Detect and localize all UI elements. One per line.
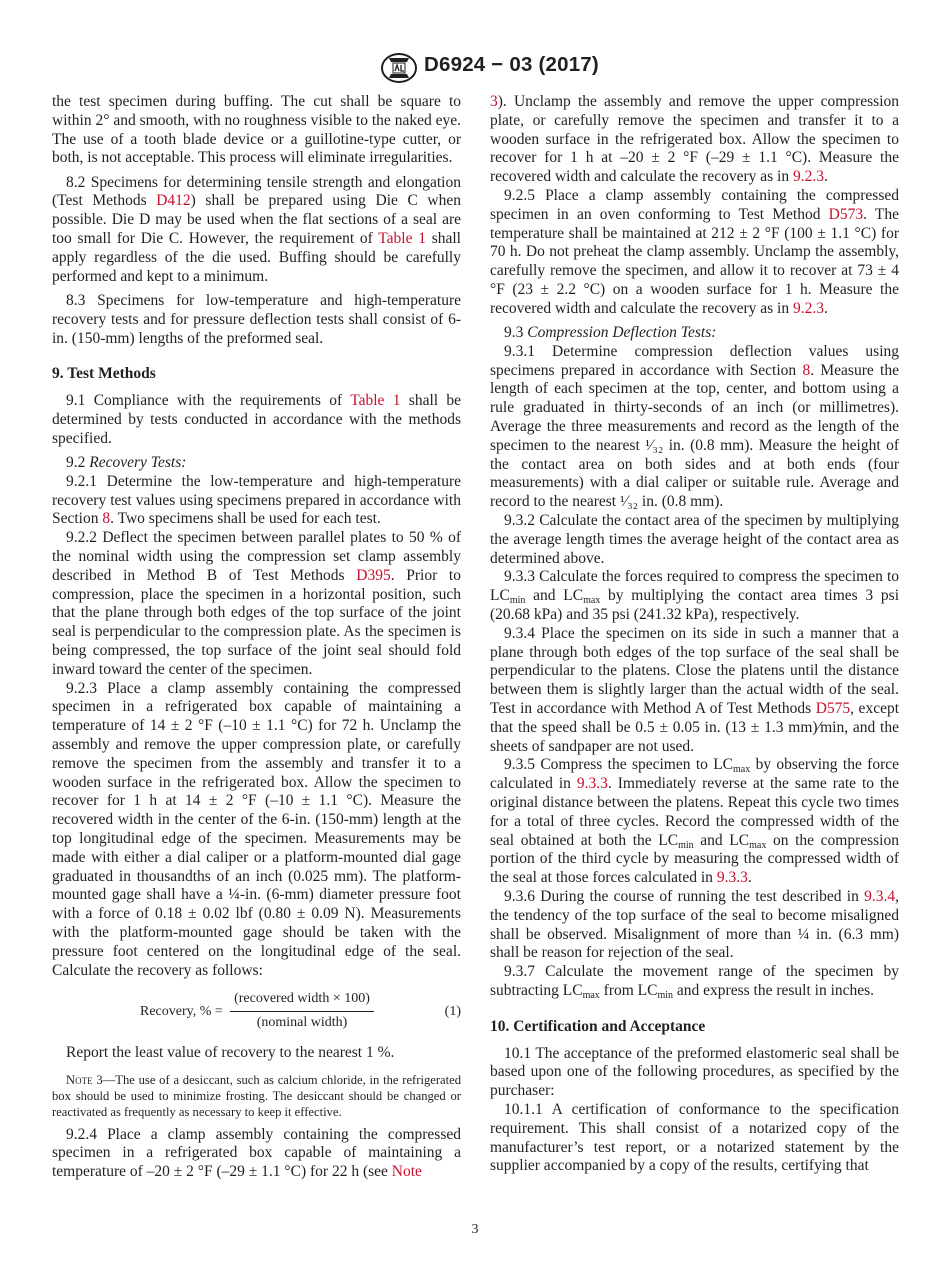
paragraph-8-2: 8.2 Specimens for determining tensile strength and elongation (Test Methods D412) shall be prepared using Die C when possible. Die D may be used when the flat sections of a seal are too small for Die C. However, the requirement of Table 1 shall apply regardless of the die used. Buffing should be carefully performed and kept to a minimum. — [52, 173, 461, 285]
equation-numerator: (recovered width × 100) — [230, 990, 374, 1012]
link-section-8[interactable]: 8 — [802, 361, 811, 379]
paragraph-9-3-2: 9.3.2 Calculate the contact area of the specimen by multiplying the average length times the average height of the contact area as determined above. — [490, 512, 899, 567]
paragraph-9-3-1: 9.3.1 Determine compression deflection values using specimens prepared in accordance with Section 8. Measure the length of each specimen at the top, center, and bottom using a rule graduated in thirty-seconds of an inch (or millimetres). Average the three measurements and record as the length of the specimen to the nearest ¹⁄₃₂ in. (0.8 mm). Measure the height of the contact area on both sides and at both ends (four measurements) with a dial caliper or suitable rule. Average and record to the nearest ¹⁄₃₂ in. (0.8 mm). — [490, 342, 899, 511]
paragraph-9-2-4-continued: 3). Unclamp the assembly and remove the upper compression plate, or carefully remove the specimen and transfer it to a wooden surface in the refrigerated box. Allow the specimen to recover for 1 h at –20 ± 2 °F (–29 ± 1.1 °C). Measure the recovered width and calculate the recovery as in 9.2.3. — [490, 93, 899, 186]
equation-denominator: (nominal width) — [256, 1015, 348, 1031]
right-column — [490, 93, 899, 1176]
link-note-3[interactable]: 3 — [490, 93, 498, 110]
link-9-2-3[interactable]: 9.2.3 — [792, 299, 824, 317]
document-designation: D6924 − 03 (2017) — [424, 53, 599, 76]
equation-lhs: Recovery, % = — [140, 1004, 223, 1020]
paragraph-9-2-1: 9.2.1 Determine the low-temperature and high-temperature recovery test values using specimens prepared in accordance with Section 8. Two specimens shall be used for each test. — [52, 472, 461, 528]
section-heading-test-methods: 9. Test Methods — [52, 365, 156, 383]
equation-number: (1) — [444, 1004, 461, 1020]
paragraph-9-3-5: 9.3.5 Compress the specimen to $LC_{max}$ by observing the force calculated in 9.3.3. Immediately reverse at the same rate to the original distance between the platens. Repeat this cycle two times for a total of three cycles. Record the compressed width of the seal obtained at both the $LC_{min}$ and $LC_{max}$ on the compression portion of the third cycle by measuring the compressed width of the seal at those forces calculated in 9.3.3. — [490, 756, 899, 887]
paragraph-9-3-3: 9.3.3 Calculate the forces required to compress the specimen to $LC_{min}$ and $LC_{max}$ by multiplying the contact area times 3 psi (20.68 kPa) and 35 psi (241.32 kPa), respectively. — [490, 568, 900, 624]
astm-logo-icon — [380, 50, 418, 86]
paragraph-10-1-1: 10.1.1 A certification of conformance to the specification requirement. This shall consist of a notarized copy of the manufacturer’s test report, or a notarized statement by the supplier accompanied by a copy of the results, certifying that — [490, 1100, 899, 1175]
link-9-3-3[interactable]: 9.3.3 — [716, 869, 748, 887]
link-note-3[interactable]: Note — [391, 1163, 422, 1181]
link-d573[interactable]: D573 — [828, 205, 864, 223]
link-d412[interactable]: D412 — [156, 192, 191, 210]
paragraph-10-1: 10.1 The acceptance of the preformed elastomeric seal shall be based upon one of the following procedures, as specified by the purchaser: — [490, 1044, 899, 1100]
link-table-1[interactable]: Table 1 — [378, 230, 426, 248]
left-column — [52, 93, 461, 1182]
paragraph-9-1: 9.1 Compliance with the requirements of Table 1 shall be determined by tests conducted in accordance with the methods specified. — [52, 392, 462, 447]
paragraph-9-2-4: 9.2.4 Place a clamp assembly containing the compressed specimen in a refrigerated box capable of maintaining a temperature of –20 ± 2 °F (–29 ± 1.1 °C) for 22 h (see Note — [52, 1125, 461, 1181]
link-section-8[interactable]: 8 — [102, 510, 111, 528]
section-heading-certification: 10. Certification and Acceptance — [490, 1017, 706, 1035]
link-9-3-4[interactable]: 9.3.4 — [864, 887, 896, 905]
paragraph-9-2: 9.2 Recovery Tests: — [66, 454, 187, 472]
page-header — [0, 50, 950, 86]
link-d395[interactable]: D395 — [356, 566, 391, 584]
link-table-1[interactable]: Table 1 — [350, 392, 401, 410]
link-9-2-3[interactable]: 9.2.3 — [792, 168, 824, 186]
link-9-3-3[interactable]: 9.3.3 — [576, 775, 608, 793]
paragraph-9-2-2: 9.2.2 Deflect the specimen between parallel plates to 50 % of the nominal width using the compression set clamp assembly described in Method B of Test Methods D395. Prior to compression, place the specimen in a horizontal position, such that the plane through both edges of the top surface of the joint seal is perpendicular to the compression plate. As the specimen is being compressed, the top surface of the joint seal should fold inward toward the center of the specimen. — [52, 529, 461, 678]
page-number: 3 — [471, 1222, 479, 1237]
paragraph-9-3-6: 9.3.6 During the course of running the test described in 9.3.4, the tendency of the top surface of the seal to become misaligned shall be observed. Misalignment of more than ¼ in. (6.3 mm) shall be reason for rejection of the seal. — [490, 887, 899, 962]
paragraph-8-1-continued: the test specimen during buffing. The cut shall be square to within 2° and smooth, with no roughness visible to the naked eye. The use of a tooth blade device or a guillotine-type cutter, or both, is not acceptable. This process will eliminate irregularities. — [52, 93, 461, 167]
paragraph-9-2-5: 9.2.5 Place a clamp assembly containing the compressed specimen in an oven conforming to Test Method D573. The temperature shall be maintained at 212 ± 2 °F (100 ± 1.1 °C) for 70 h. Do not preheat the clamp assembly. Unclamp the assembly, carefully remove the specimen, and allow it to recover at 73 ± 4 °F (23 ± 2.2 °C) on a wooden surface for 1 h. Measure the recovered width and calculate the recovery as in 9.2.3. — [490, 186, 899, 317]
paragraph-8-3: 8.3 Specimens for low-temperature and high-temperature recovery tests and for pressure deflection tests shall consist of 6-in. (150-mm) lengths of the preformed seal. — [52, 291, 461, 347]
paragraph-9-2-3: 9.2.3 Place a clamp assembly containing the compressed specimen in a refrigerated box capable of maintaining a temperature of 14 ± 2 °F (–10 ± 1.1 °C) for 72 h. Unclamp the assembly and remove the upper compression plate, or carefully remove the specimen from the assembly and transfer it to a wooden surface in the refrigerated box. Allow the specimen to recover for 1 h at 14 ± 2 °F (–10 ± 1.1 °C). Measure the recovered width in the center of the 6-in. (150-mm) length at the top longitudinal edge of the specimen. Measurements may be made with either a dial caliper or a platform-mounted dial gage graduated in thousandths of an inch (0.025 mm). The platform-mounted gage shall have a ¼-in. (6-mm) diameter pressure foot with a force of 0.18 ± 0.02 lbf (0.80 ± 0.09 N). Measurements with the platform-mounted gage should be taken with the pressure foot centered on the longitudinal edge of the seal. Calculate the recovery as follows: — [52, 679, 461, 979]
equation-fraction — [230, 990, 374, 1033]
equation-recovery — [52, 990, 461, 1038]
link-d575[interactable]: D575 — [815, 700, 851, 717]
paragraph-9-3: 9.3 Compression Deflection Tests: — [504, 324, 717, 342]
paragraph-9-3-4: 9.3.4 Place the specimen on its side in such a manner that a plane through both edges of the top surface of the seal shall be perpendicular to the platens. Close the platens until the distance between them is slightly larger than the actual width of the seal. Test in accordance with Method A of Test Methods D575, except that the speed shall be 0.5 ± 0.05 in. (13 ± 1.3 mm)⁄min, and the sheets of sandpaper are not used. — [490, 624, 900, 755]
paragraph-9-3-7: 9.3.7 Calculate the movement range of the specimen by subtracting $LC_{max}$ from $LC_{min}$ and express the result in inches. — [490, 963, 899, 1001]
note-3: Note 3—The use of a desiccant, such as calcium chloride, in the refrigerated box should be used to minimize frosting. The desiccant should be changed or reactivated as frequently as necessary to keep it effective. — [52, 1073, 461, 1120]
paragraph-report: Report the least value of recovery to the nearest 1 %. — [66, 1044, 395, 1062]
